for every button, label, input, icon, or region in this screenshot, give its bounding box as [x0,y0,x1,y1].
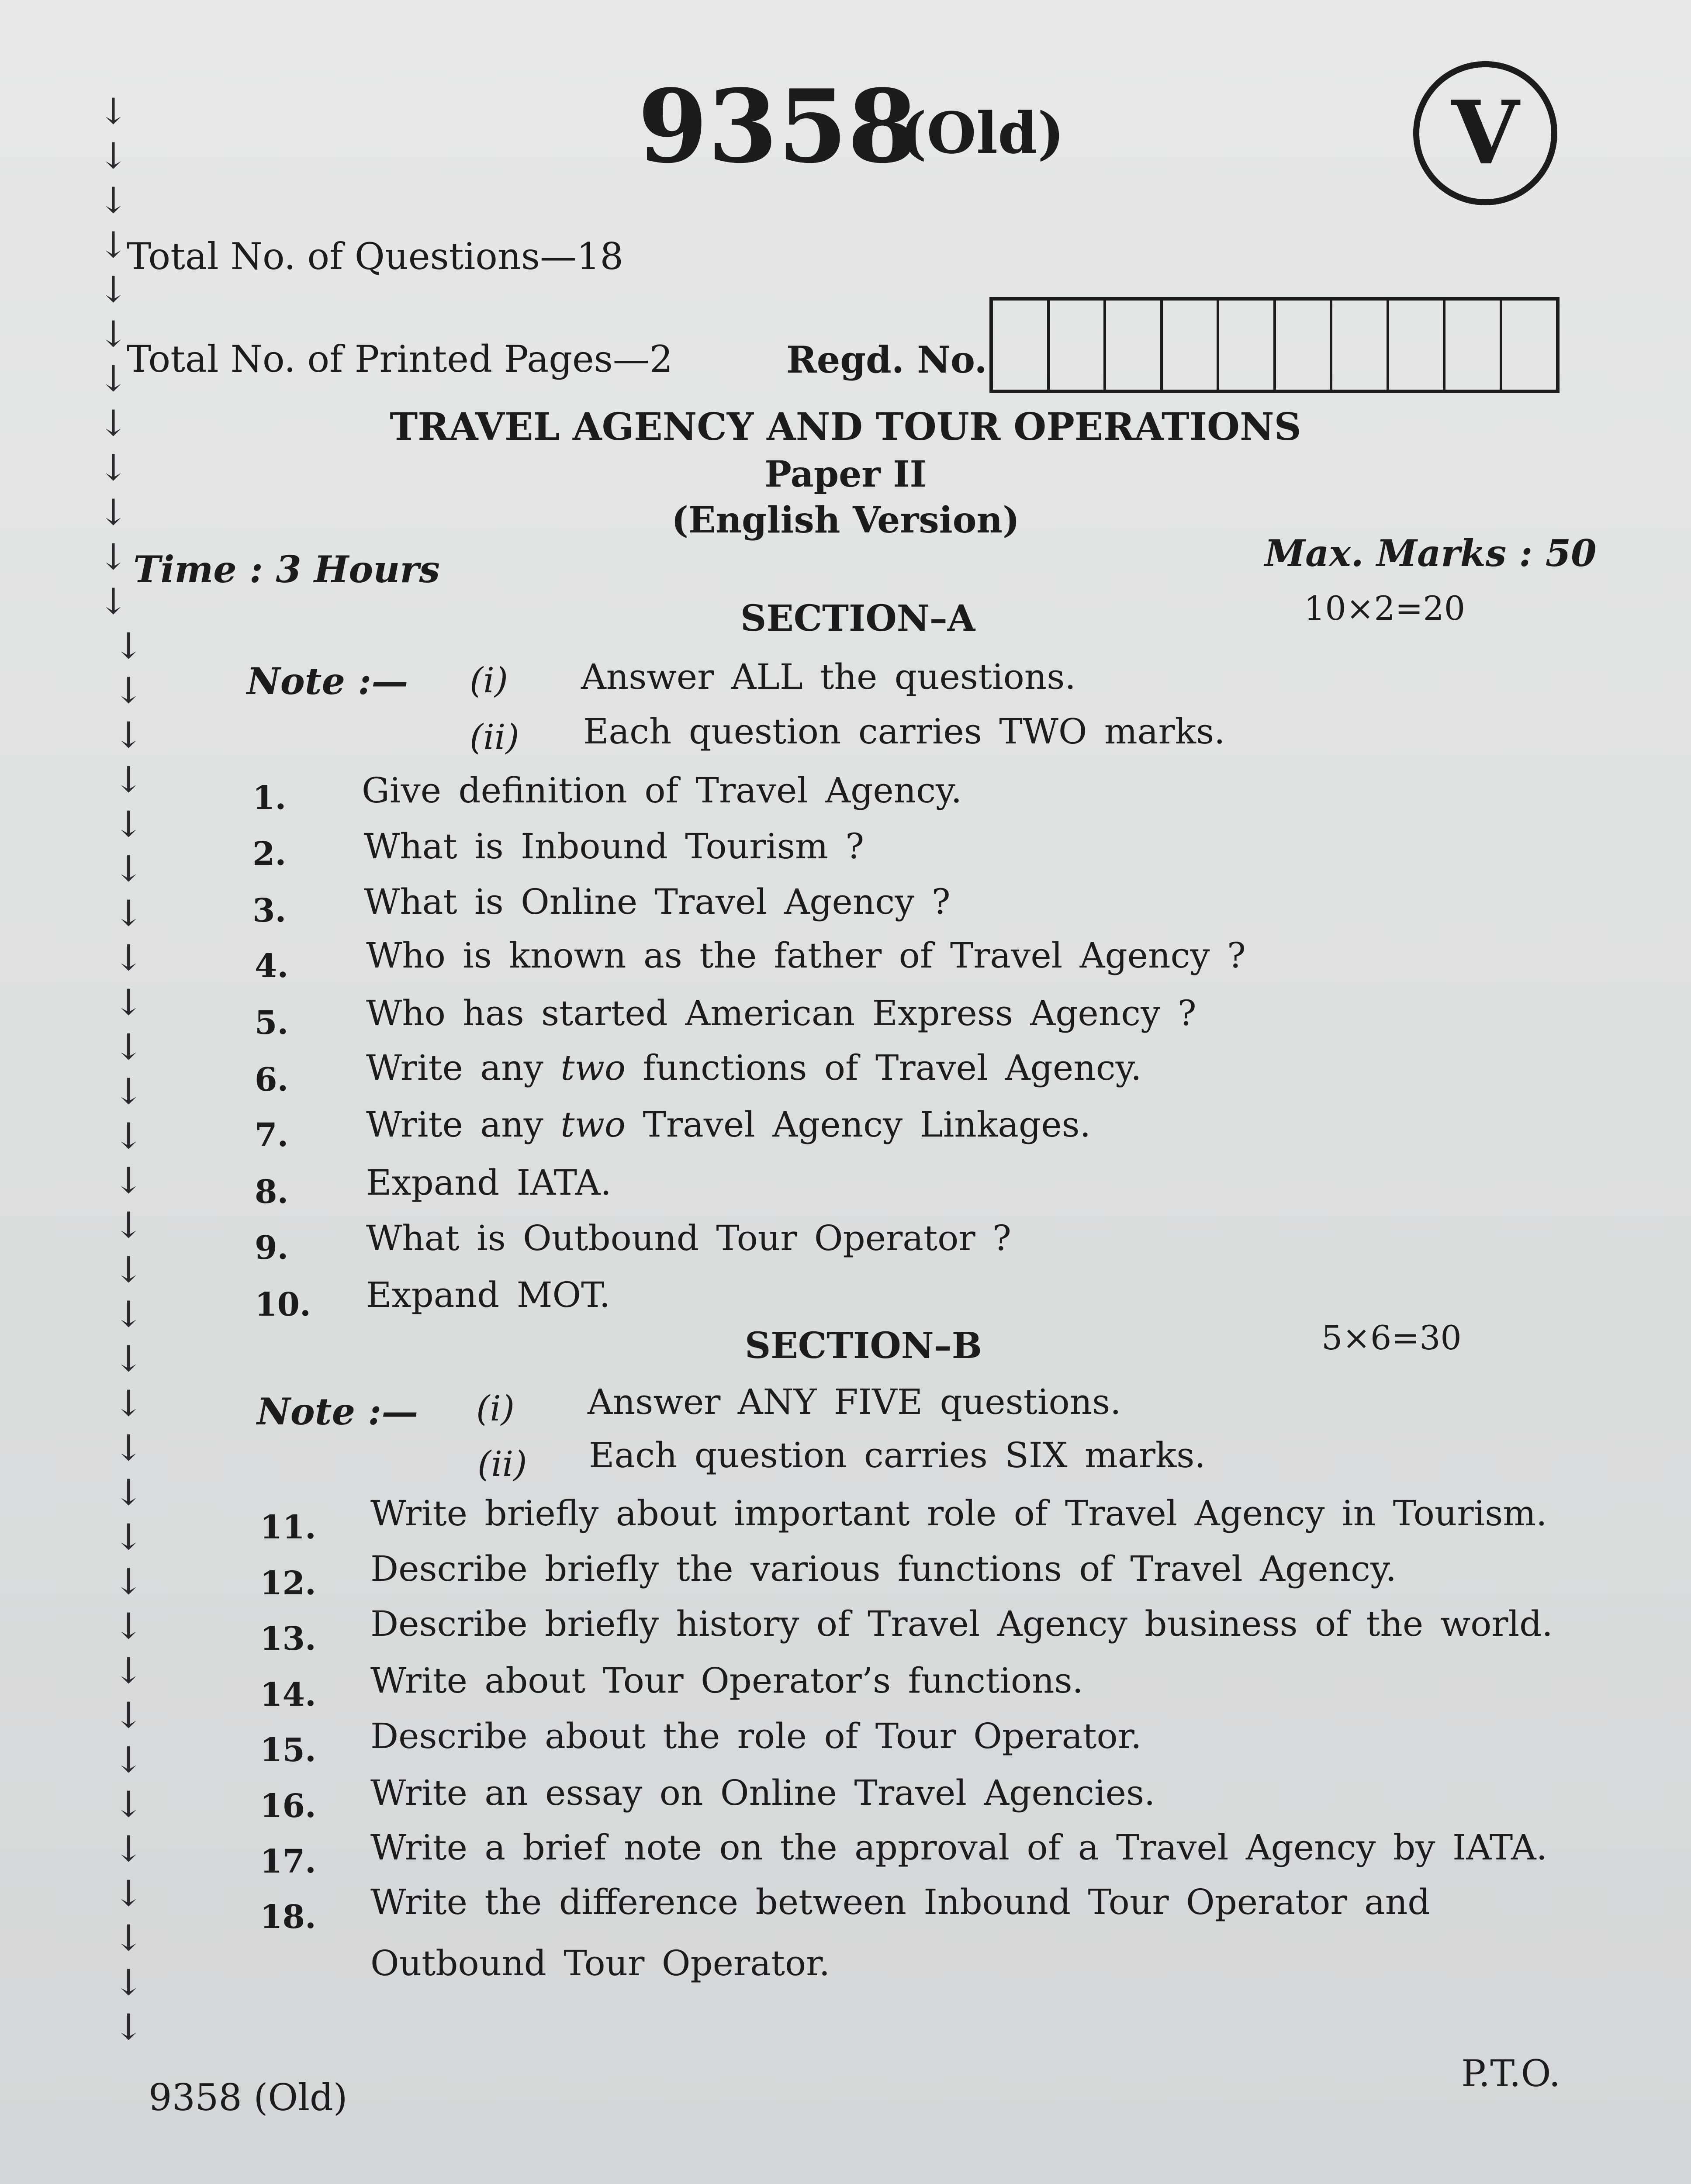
margin-arrow-icon: ↓ [114,848,144,890]
note-text: Each question carries TWO marks. [583,711,1225,752]
margin-arrow-icon: ↓ [114,1116,144,1157]
question-number: 1. [252,779,287,817]
question-number: 8. [255,1173,289,1211]
exam-time: Time : 3 Hours [133,548,440,591]
margin-arrows [90,91,144,2060]
note-text: Each question carries SIX marks. [589,1435,1206,1476]
note-number: (i) [470,660,508,701]
regd-digit-box[interactable] [1273,301,1330,390]
section-a-heading: SECTION–A [740,598,975,639]
margin-arrow-icon: ↓ [114,1517,144,1558]
margin-arrow-icon: ↓ [114,1650,144,1692]
question-text: Describe about the role of Tour Operator. [370,1716,1142,1756]
question-number: 15. [260,1731,316,1769]
margin-arrow-icon: ↓ [114,1739,144,1781]
question-text: What is Online Travel Agency ? [364,881,951,922]
margin-arrow-icon: ↓ [98,358,128,400]
margin-arrow-icon: ↓ [114,1784,144,1825]
margin-arrow-icon: ↓ [114,1249,144,1291]
margin-arrow-icon: ↓ [98,91,128,132]
question-text: Write a brief note on the approval of a Travel Agency by IATA. [370,1827,1548,1868]
question-number: 18. [260,1898,316,1936]
margin-arrow-icon: ↓ [98,536,128,578]
footer-code: 9358 (Old) [149,2076,348,2119]
question-text-continued: Outbound Tour Operator. [370,1943,830,1984]
margin-arrow-icon: ↓ [98,403,128,444]
margin-arrow-icon: ↓ [98,581,128,622]
margin-arrow-icon: ↓ [114,670,144,712]
margin-arrow-icon: ↓ [114,1962,144,2004]
margin-arrow-icon: ↓ [114,982,144,1023]
margin-arrow-icon: ↓ [114,1294,144,1335]
regd-digit-box[interactable] [1330,301,1387,390]
language-version: (English Version) [671,499,1020,541]
question-number: 4. [255,947,289,985]
margin-arrow-icon: ↓ [114,804,144,845]
question-number: 14. [260,1676,316,1714]
question-text: Write an essay on Online Travel Agencies. [370,1773,1155,1813]
margin-arrow-icon: ↓ [114,1561,144,1603]
regd-digit-box[interactable] [1443,301,1500,390]
section-b-note-label: Note :— [257,1390,418,1433]
note-text: Answer ALL the questions. [581,657,1076,697]
margin-arrow-icon: ↓ [114,893,144,934]
question-number: 3. [252,892,287,930]
section-a-note-label: Note :— [247,660,408,703]
question-text: What is Outbound Tour Operator ? [366,1218,1011,1258]
question-number: 12. [260,1565,316,1602]
note-number: (ii) [470,717,519,757]
margin-arrow-icon: ↓ [114,1427,144,1469]
margin-arrow-icon: ↓ [114,1071,144,1113]
question-number: 6. [255,1061,289,1099]
regd-digit-box[interactable] [1387,301,1443,390]
margin-arrow-icon: ↓ [98,269,128,311]
note-number: (ii) [477,1444,527,1484]
margin-arrow-icon: ↓ [114,1383,144,1424]
total-pages: Total No. of Printed Pages—2 [127,338,673,380]
footer-pto: P.T.O. [1461,2052,1561,2095]
question-text: Write briefly about important role of Travel Agency in Tourism. [370,1493,1547,1534]
regd-digit-box[interactable] [1500,301,1556,390]
regd-digit-box[interactable] [1217,301,1273,390]
version-badge [1413,61,1557,205]
margin-arrow-icon: ↓ [114,1026,144,1068]
question-text: Write any two Travel Agency Linkages. [366,1104,1091,1145]
paper-code-suffix: (Old) [900,100,1065,166]
margin-arrow-icon: ↓ [114,937,144,979]
note-number: (i) [476,1388,515,1429]
question-text: Write the difference between Inbound Tour Operator and [370,1882,1430,1922]
section-b-heading: SECTION–B [745,1325,982,1367]
regd-digit-box[interactable] [1103,301,1160,390]
margin-arrow-icon: ↓ [114,625,144,667]
regd-digit-box[interactable] [1047,301,1104,390]
question-text: Expand MOT. [366,1275,611,1315]
question-text: Describe briefly history of Travel Agency business of the world. [370,1603,1553,1644]
question-text: Give definition of Travel Agency. [362,770,962,811]
margin-arrow-icon: ↓ [114,1873,144,1914]
subject-title: TRAVEL AGENCY AND TOUR OPERATIONS [390,405,1301,449]
margin-arrow-icon: ↓ [98,492,128,533]
question-number: 7. [255,1116,289,1154]
margin-arrow-icon: ↓ [114,1472,144,1514]
question-text: Who is known as the father of Travel Agency ? [366,935,1246,976]
question-number: 11. [260,1509,316,1546]
total-questions: Total No. of Questions—18 [127,235,623,278]
question-number: 9. [255,1229,289,1267]
margin-arrow-icon: ↓ [114,759,144,801]
question-number: 10. [255,1286,311,1324]
question-text: Write about Tour Operator’s functions. [370,1660,1083,1701]
section-b-marks: 5×6=30 [1321,1318,1462,1357]
regd-number-boxes[interactable] [989,297,1560,393]
max-marks: Max. Marks : 50 [1265,532,1597,575]
question-number: 2. [252,835,287,873]
margin-arrow-icon: ↓ [114,1918,144,1959]
margin-arrow-icon: ↓ [114,1606,144,1647]
margin-arrow-icon: ↓ [114,715,144,756]
question-number: 5. [255,1004,289,1042]
margin-arrow-icon: ↓ [98,180,128,221]
margin-arrow-icon: ↓ [114,1160,144,1202]
section-a-marks: 10×2=20 [1304,589,1466,628]
margin-arrow-icon: ↓ [98,225,128,266]
question-number: 13. [260,1620,316,1658]
margin-arrow-icon: ↓ [114,1338,144,1380]
question-text: Who has started American Express Agency ? [366,993,1196,1033]
regd-digit-box[interactable] [1160,301,1217,390]
regd-label: Regd. No. [786,338,987,381]
margin-arrow-icon: ↓ [98,135,128,177]
margin-arrow-icon: ↓ [114,1695,144,1736]
margin-arrow-icon: ↓ [98,447,128,489]
question-number: 17. [260,1843,316,1880]
question-text: Write any two functions of Travel Agency. [366,1047,1142,1088]
question-text: Describe briefly the various functions of Travel Agency. [370,1548,1397,1589]
regd-digit-box[interactable] [993,301,1047,390]
margin-arrow-icon: ↓ [114,2007,144,2048]
margin-arrow-icon: ↓ [114,1828,144,1870]
question-text: Expand IATA. [366,1162,612,1203]
margin-arrow-icon: ↓ [98,314,128,355]
margin-arrow-icon: ↓ [114,1205,144,1246]
version-letter: V [1451,82,1519,184]
note-text: Answer ANY FIVE questions. [588,1382,1121,1422]
paper-number: Paper II [764,453,927,495]
paper-code: 9358 [638,68,918,186]
question-number: 16. [260,1787,316,1825]
question-text: What is Inbound Tourism ? [364,826,865,867]
